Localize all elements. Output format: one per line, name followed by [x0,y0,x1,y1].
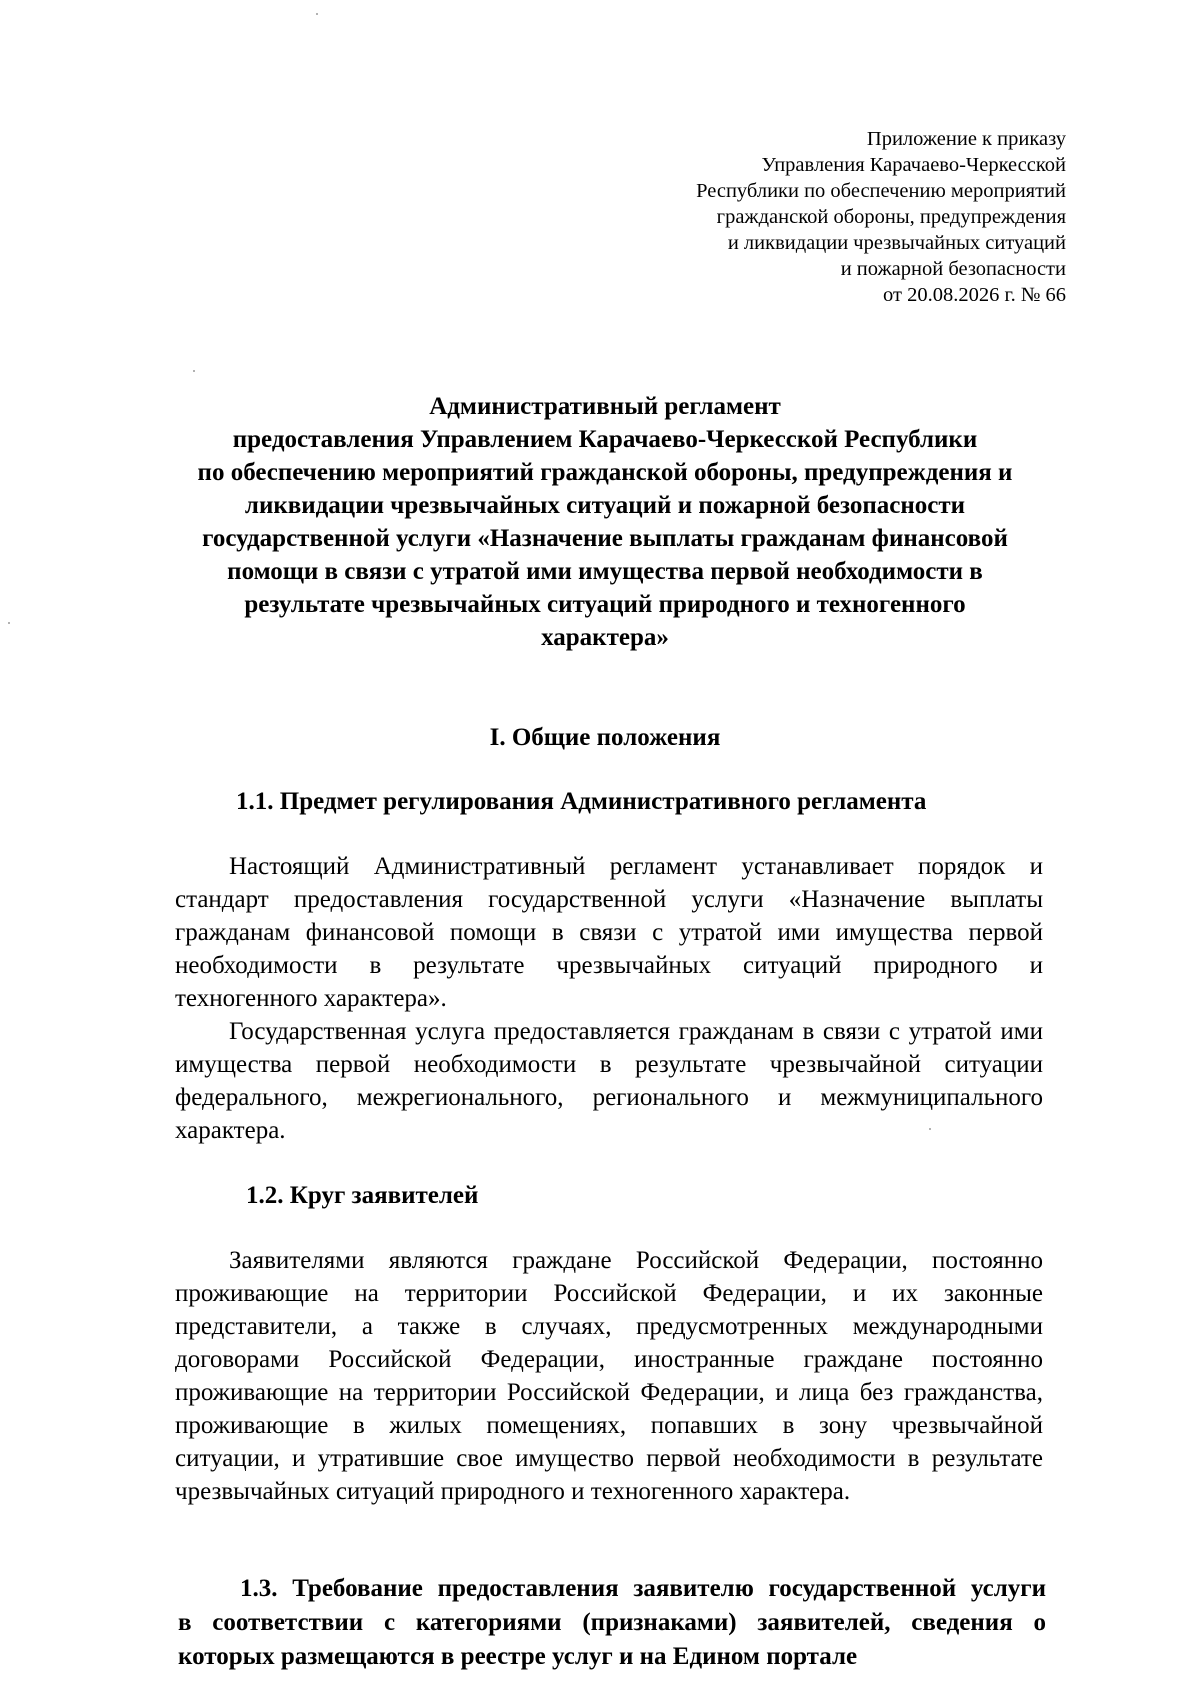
section-heading: I. Общие положения [489,724,721,751]
heading-line: 1.3. Требование предоставления заявителю государственной услуги [240,1575,1046,1602]
subsection-heading-1-3 [178,1572,1046,1674]
paragraph-line: Государственная услуга предоставляется гражданам в связи с утратой ими [229,1018,1043,1045]
appendix-line: Управления Карачаево-Черкесской [761,154,1066,176]
paragraph-line: проживающие на территории Российской Федерации, и лица без гражданства, [175,1379,1043,1406]
paragraph-service-scope [175,1015,1043,1147]
title-line: помощи в связи с утратой ими имущества первой необходимости в [227,558,983,585]
appendix-line: и пожарной безопасности [840,258,1066,280]
heading-line: в соответствии с категориями (признаками) заявителей, сведения о [178,1609,1046,1636]
paragraph-line: Заявителями являются граждане Российской Федерации, постоянно [229,1247,1043,1274]
scan-speck [8,622,10,624]
paragraph-applicants [175,1244,1043,1508]
title-line: ликвидации чрезвычайных ситуаций и пожарной безопасности [244,492,966,519]
paragraph-line: стандарт предоставления государственной услуги «Назначение выплаты [175,886,1043,913]
paragraph-line: федерального, межрегионального, регионального и межмуниципального [175,1084,1043,1111]
paragraph-line: проживающие в жилых помещениях, попавших в зону чрезвычайной [175,1412,1043,1439]
paragraph-line: ситуации, и утратившие свое имущество первой необходимости в результате [175,1445,1043,1472]
appendix-line: Приложение к приказу [866,128,1066,150]
paragraph-subject [175,850,1043,1015]
subsection-heading-1-2: 1.2. Круг заявителей [246,1182,479,1209]
paragraph-line: договорами Российской Федерации, иностранные граждане постоянно [175,1346,1043,1373]
subsection-heading-1-1: 1.1. Предмет регулирования Административного регламента [236,788,927,815]
paragraph-line: проживающие на территории Российской Федерации, и их законные [175,1280,1043,1307]
title-line: по обеспечению мероприятий гражданской обороны, предупреждения и [197,459,1013,486]
title-line: Административный регламент [429,393,781,420]
paragraph-line: Настоящий Административный регламент устанавливает порядок и [229,853,1043,880]
paragraph-line: чрезвычайных ситуаций природного и техногенного характера. [175,1478,851,1505]
title-line: государственной услуги «Назначение выплаты гражданам финансовой [202,525,1008,552]
paragraph-line: гражданам финансовой помощи в связи с утратой ими имущества первой [175,919,1043,946]
title-line: характера» [541,624,669,651]
paragraph-line: необходимости в результате чрезвычайных ситуаций природного и [175,952,1043,979]
appendix-line: и ликвидации чрезвычайных ситуаций [727,232,1066,254]
appendix-note [546,126,1066,308]
paragraph-line: характера. [175,1117,286,1144]
scan-speck [193,370,195,372]
heading-line: которых размещаются в реестре услуг и на Едином портале [178,1643,858,1670]
appendix-line: гражданской обороны, предупреждения [716,206,1066,228]
appendix-line: Республики по обеспечению мероприятий [696,180,1066,202]
document-title [165,390,1045,654]
title-line: предоставления Управлением Карачаево-Черкесской Республики [232,426,978,453]
scan-speck [316,13,318,15]
paragraph-line: представители, а также в случаях, предусмотренных международными [175,1313,1043,1340]
title-line: результате чрезвычайных ситуаций природного и техногенного [244,591,966,618]
paragraph-line: техногенного характера». [175,985,447,1012]
paragraph-line: имущества первой необходимости в результате чрезвычайной ситуации [175,1051,1043,1078]
appendix-date-line: от 20.08.2026 г. № 66 [883,284,1066,306]
